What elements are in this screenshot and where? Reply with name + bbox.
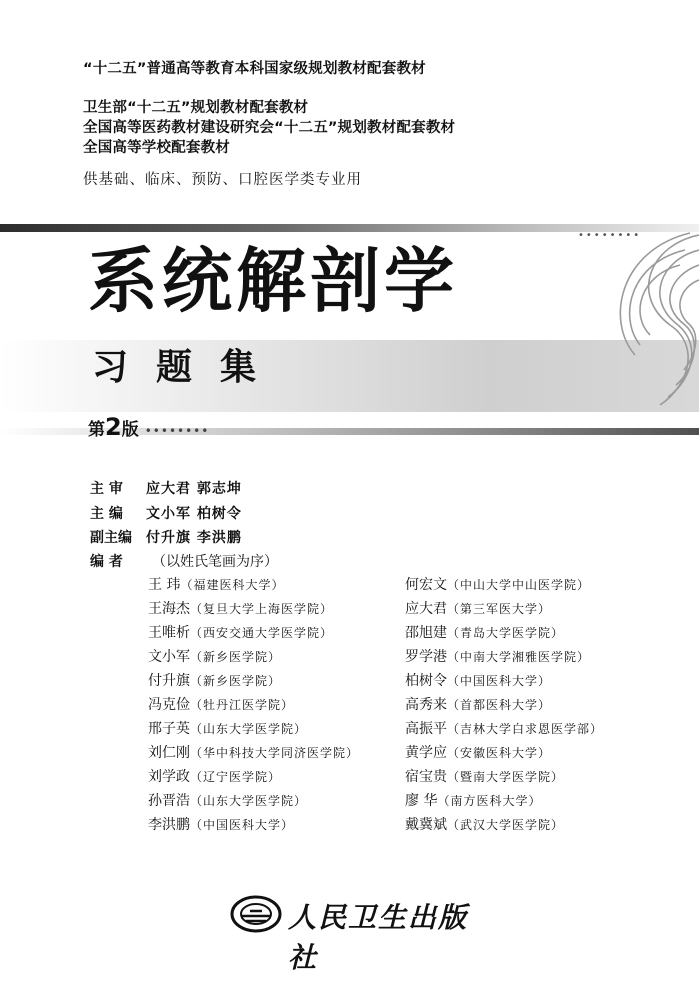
editor-entry <box>405 622 564 642</box>
editor-affiliation: （山东大学医学院） <box>190 794 308 808</box>
chief-role: 主 编 <box>90 506 123 522</box>
editor-entry <box>405 670 551 690</box>
top-dots: •••••••• <box>578 230 642 241</box>
editor-name: 王唯析 <box>148 625 190 641</box>
editor-name: 高秀来 <box>405 697 447 713</box>
editor-entry <box>148 670 281 690</box>
editor-name: 黄学应 <box>405 745 447 761</box>
edition-prefix: 第 <box>88 420 105 440</box>
editor-affiliation: （吉林大学白求恩医学部） <box>447 722 604 736</box>
editor-affiliation: （辽宁医学院） <box>190 770 282 784</box>
editor-entry <box>148 574 284 594</box>
editor-affiliation: （南方医科大学） <box>437 794 542 808</box>
editor-name: 李洪鹏 <box>148 817 190 833</box>
reviewer-names: 应大君 郭志坤 <box>146 481 242 497</box>
editor-affiliation: （福建医科大学） <box>180 578 285 592</box>
editor-entry <box>405 814 564 834</box>
editor-name: 孙晋浩 <box>148 793 190 809</box>
editor-name: 罗学港 <box>405 649 447 665</box>
publisher-name: 人民卫生出版社 <box>288 901 469 974</box>
editor-name: 王海杰 <box>148 601 190 617</box>
edition-suffix: 版 <box>121 420 139 440</box>
editor-name: 柏树令 <box>405 673 447 689</box>
editor-name: 邢子英 <box>148 721 190 737</box>
editor-affiliation: （第三军医大学） <box>447 602 552 616</box>
editor-affiliation: （安徽医科大学） <box>447 746 552 760</box>
editor-affiliation: （中山大学中山医学院） <box>447 578 591 592</box>
editor-entry <box>405 718 603 738</box>
editor-affiliation: （新乡医学院） <box>190 674 282 688</box>
edition-number: 2 <box>105 413 122 441</box>
series-line-4: 全国高等学校配套教材 <box>83 140 230 156</box>
editor-name: 何宏文 <box>405 577 447 593</box>
editor-name: 邵旭建 <box>405 625 447 641</box>
editor-name: 付升旗 <box>148 673 190 689</box>
editor-entry <box>148 742 359 762</box>
usage-line: 供基础、临床、预防、口腔医学类专业用 <box>83 172 362 188</box>
editor-affiliation: （暨南大学医学院） <box>447 770 565 784</box>
editor-entry <box>148 766 281 786</box>
editor-name: 宿宝贵 <box>405 769 447 785</box>
reviewer-row <box>90 478 242 498</box>
publisher-logo-icon <box>228 892 284 936</box>
editor-name: 冯克俭 <box>148 697 190 713</box>
editors-heading-row <box>90 551 278 571</box>
editor-affiliation: （中南大学湘雅医学院） <box>447 650 591 664</box>
edition-dots: •••••••• <box>144 424 210 438</box>
editor-affiliation: （武汉大学医学院） <box>447 818 565 832</box>
editor-affiliation: （华中科技大学同济医学院） <box>190 746 360 760</box>
deputy-names: 付升旗 李洪鹏 <box>146 530 242 546</box>
editor-affiliation: （中国医科大学） <box>447 674 552 688</box>
editor-entry <box>405 742 551 762</box>
editor-entry <box>405 598 551 618</box>
editor-entry <box>405 694 551 714</box>
editor-affiliation: （新乡医学院） <box>190 650 282 664</box>
editor-entry <box>148 814 294 834</box>
editor-entry <box>148 718 307 738</box>
editors-role: 编 者 <box>90 554 123 570</box>
book-subtitle: 习题集 <box>92 347 285 388</box>
deputy-editor-row <box>90 527 242 547</box>
editor-entry <box>148 790 307 810</box>
editor-affiliation: （山东大学医学院） <box>190 722 308 736</box>
editor-name: 廖 华 <box>405 793 438 809</box>
swirl-decoration <box>590 205 699 435</box>
editor-name: 王 玮 <box>148 577 181 593</box>
book-title: 系统解剖学 <box>88 240 458 322</box>
chief-names: 文小军 柏树令 <box>146 506 242 522</box>
editor-name: 刘学政 <box>148 769 190 785</box>
editor-affiliation: （青岛大学医学院） <box>447 626 565 640</box>
series-line-1: “十二五”普通高等教育本科国家级规划教材配套教材 <box>83 61 426 77</box>
editor-entry <box>405 790 541 810</box>
chief-editor-row <box>90 503 242 523</box>
editor-affiliation: （西安交通大学医学院） <box>190 626 334 640</box>
deputy-role: 副主编 <box>90 530 132 546</box>
publisher-block <box>228 890 488 974</box>
editor-name: 刘仁刚 <box>148 745 190 761</box>
editor-entry <box>148 646 281 666</box>
reviewer-role: 主 审 <box>90 481 123 497</box>
editor-name: 应大君 <box>405 601 447 617</box>
edition-label <box>88 413 209 441</box>
editor-affiliation: （首都医科大学） <box>447 698 552 712</box>
editor-entry <box>405 766 564 786</box>
editor-name: 文小军 <box>148 649 190 665</box>
editor-name: 戴冀斌 <box>405 817 447 833</box>
editors-order-note: （以姓氏笔画为序） <box>152 554 278 570</box>
editor-affiliation: （复旦大学上海医学院） <box>190 602 334 616</box>
editor-entry <box>148 622 333 642</box>
editor-name: 高振平 <box>405 721 447 737</box>
editor-entry <box>148 694 294 714</box>
series-line-3: 全国高等医药教材建设研究会“十二五”规划教材配套教材 <box>83 120 456 136</box>
editor-entry <box>405 574 590 594</box>
editor-entry <box>405 646 590 666</box>
editor-affiliation: （中国医科大学） <box>190 818 295 832</box>
editor-entry <box>148 598 333 618</box>
series-line-2: 卫生部“十二五”规划教材配套教材 <box>83 100 309 116</box>
editor-affiliation: （牡丹江医学院） <box>190 698 295 712</box>
